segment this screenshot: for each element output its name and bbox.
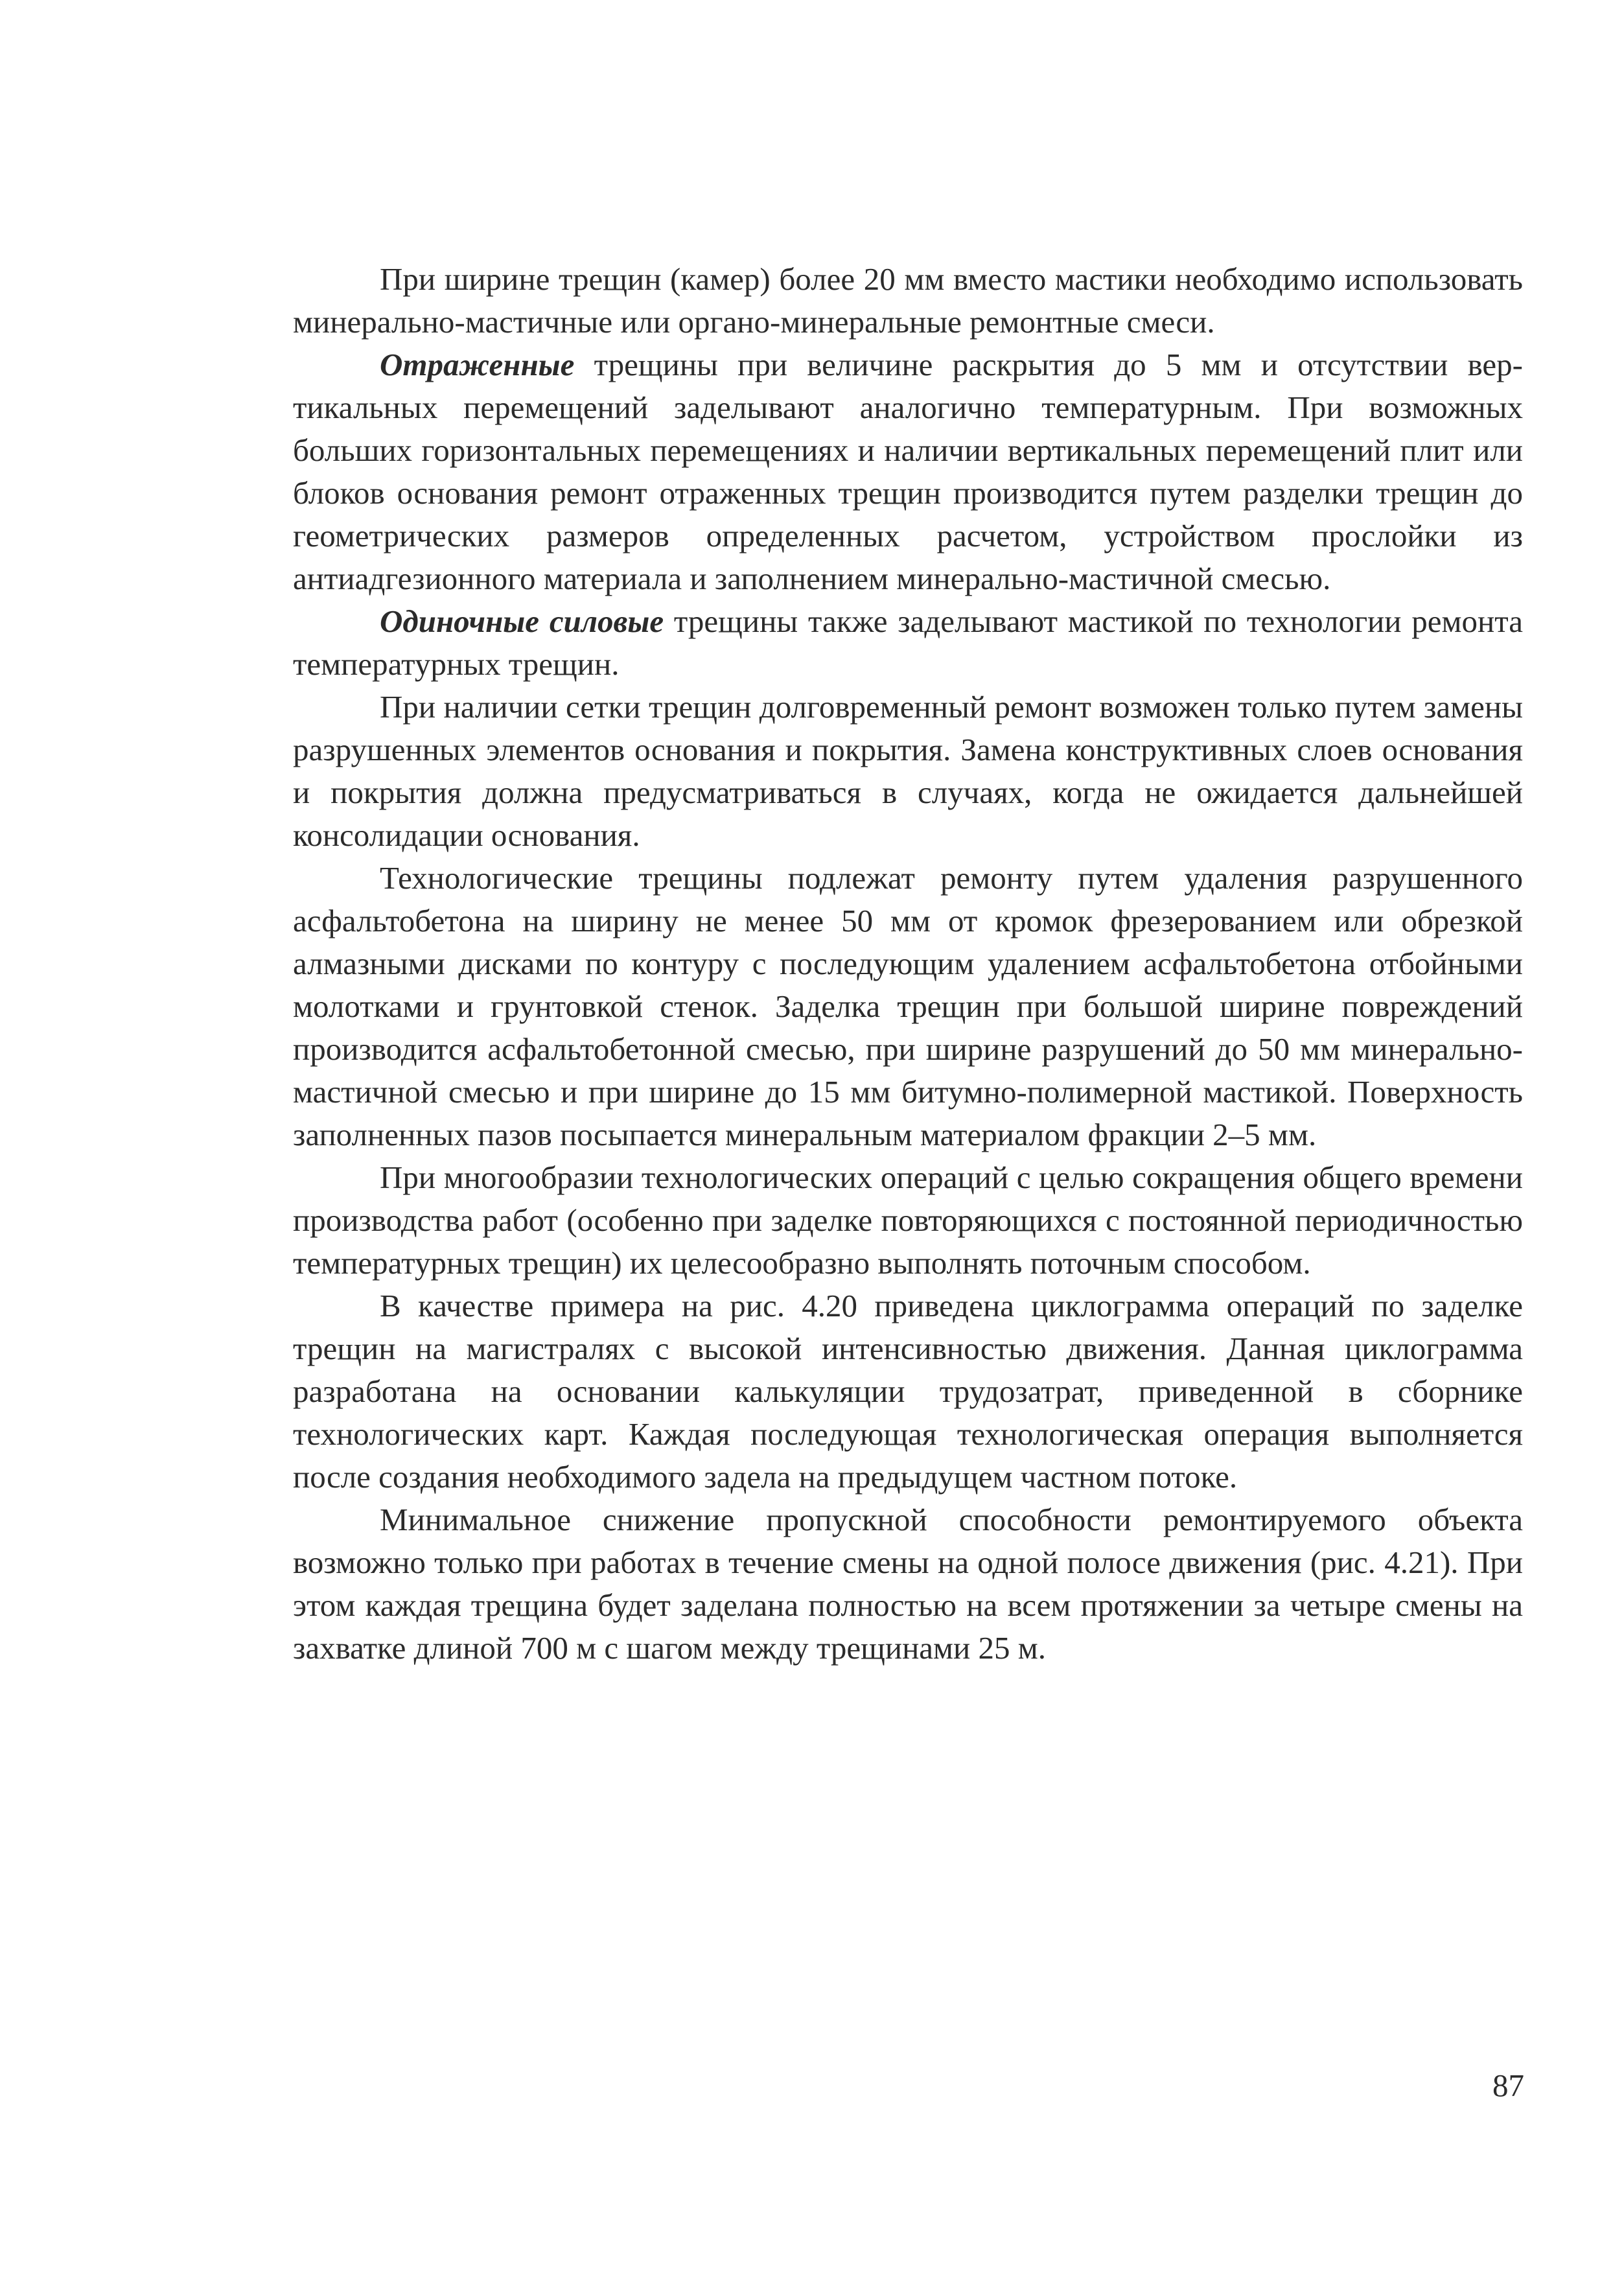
paragraph-text: При наличии сетки трещин долговременный ремонт возможен только путем замены разрушенных элементов основания и покрытия. Замена конструктивных слоев основания и покрытия должна предусматриваться в случаях, когда не ожидается дальнейшей консолидации основания. xyxy=(293,689,1523,853)
body-text xyxy=(293,258,1523,1670)
paragraph-flow-method xyxy=(293,1156,1523,1285)
paragraph-text: В качестве примера на рис. 4.20 приведена циклограмма операций по заделке трещин на магистралях с высокой интенсивностью движения. Данная циклограмма разработана на основании калькуляции трудозатрат, приведенной в сборнике технологических карт. Каждая последующая технологическая операция выполняется после создания необходимого задела на предыдущем частном потоке. xyxy=(293,1288,1523,1495)
paragraph-text: Минимальное снижение пропускной способности ремонтируемого объекта возможно только при работах в течение смены на одной полосе движения (рис. 4.21). При этом каждая трещина будет заделана полностью на всем протяжении за четыре смены на захватке длиной 700 м с шагом между трещинами 25 м. xyxy=(293,1502,1523,1666)
paragraph-technological-cracks xyxy=(293,857,1523,1156)
paragraph-cyclogram xyxy=(293,1285,1523,1498)
page-number: 87 xyxy=(1492,2068,1524,2103)
paragraph-text: При многообразии технологических операций с целью сокращения общего времени производства работ (особенно при заделке повторяющихся с постоянной периодичностью температурных трещин) их целесообразно выполнять поточным способом. xyxy=(293,1159,1523,1281)
paragraph-reflected-cracks xyxy=(293,344,1523,600)
paragraph-text: трещины при величине раскрытия до 5 мм и отсутствии вертикальных перемещений заделывают аналогично температурным. При возможных больших горизонтальных перемещениях и наличии вертикальных перемещений плит или блоков основания ремонт отраженных трещин производится путем разделки трещин до геометрических размеров определенных расчетом, устройством прослойки из антиадгезионного материала и заполнением минерально-мастичной смесью. xyxy=(293,347,1523,596)
paragraph-lead-term: Одиночные силовые xyxy=(380,603,664,639)
paragraph-lead-term: Отраженные xyxy=(380,347,575,382)
paragraph-text: При ширине трещин (камер) более 20 мм вместо мастики необходимо использовать минерально-мастичные или органо-минеральные ремонтные смеси. xyxy=(293,261,1523,340)
paragraph-single-force-cracks xyxy=(293,600,1523,686)
paragraph-text: трещины также заделывают мастикой по технологии ремонта температурных трещин. xyxy=(293,603,1523,682)
paragraph-wide-cracks xyxy=(293,258,1523,344)
paragraph-crack-network xyxy=(293,686,1523,857)
paragraph-capacity-reduction xyxy=(293,1498,1523,1670)
paragraph-text: Технологические трещины подлежат ремонту путем удаления разрушенного асфальтобетона на ширину не менее 50 мм от кромок фрезерованием или обрезкой алмазными дисками по контуру с последующим удалением асфальтобетона отбойными молотками и грунтовкой стенок. Заделка трещин при большой ширине повреждений производится асфальтобетонной смесью, при ширине разрушений до 50 мм минерально-мастичной смесью и при ширине до 15 мм битумно-полимерной мастикой. Поверхность заполненных пазов посыпается минеральным материалом фракции 2–5 мм. xyxy=(293,860,1523,1152)
